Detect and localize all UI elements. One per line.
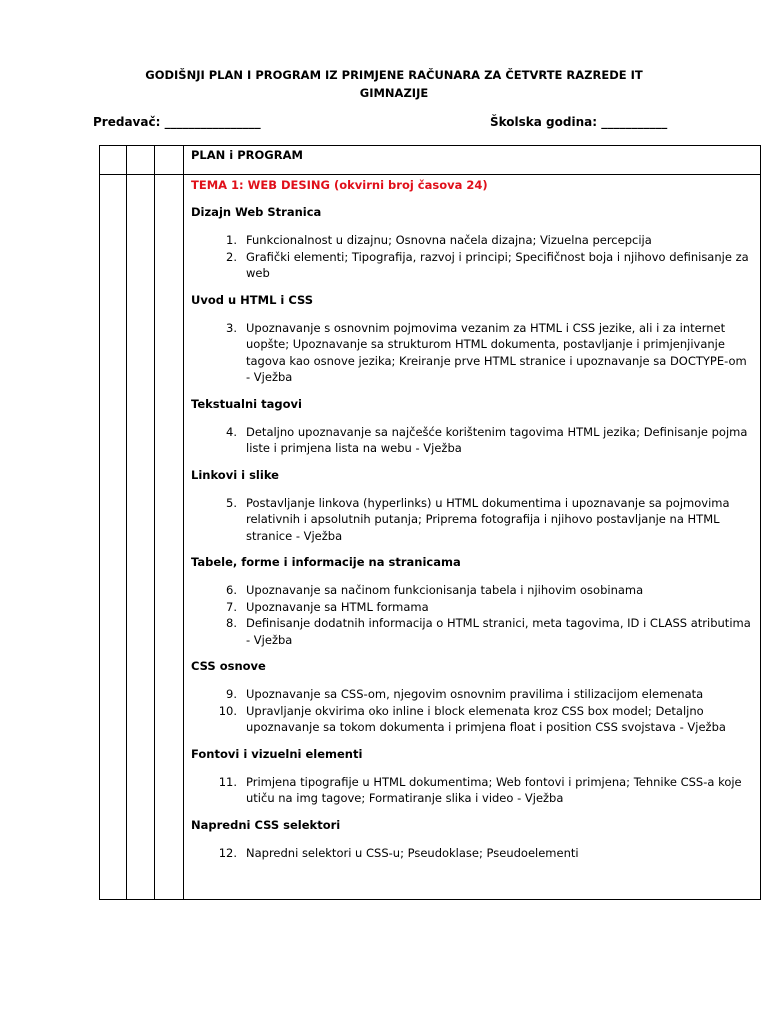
list-item — [191, 686, 752, 703]
section-title: Dizajn Web Stranica — [191, 205, 322, 219]
school-year-blank: ___________ — [601, 115, 668, 129]
item-text: Upoznavanje sa CSS-om, njegovim osnovnim pravilima i stilizacijom elemenata — [246, 687, 704, 701]
item-number: 11. — [218, 774, 237, 789]
item-text: Upoznavanje sa HTML formama — [246, 599, 429, 614]
list-item — [191, 495, 752, 545]
empty-cell — [127, 175, 155, 900]
list-item — [191, 320, 752, 386]
lecturer-blank: ________________ — [164, 115, 261, 129]
empty-cell — [155, 146, 184, 175]
item-list — [191, 495, 752, 545]
plan-content — [184, 175, 761, 900]
item-number: 9. — [226, 687, 237, 701]
list-item — [191, 599, 752, 616]
section-title: Linkovi i slike — [191, 467, 279, 482]
item-list — [191, 320, 752, 386]
school-year-field — [490, 115, 667, 129]
empty-cell — [127, 146, 155, 175]
list-item — [191, 845, 752, 862]
item-number: 3. — [226, 320, 237, 335]
lecturer-label: Predavač: — [93, 115, 161, 129]
list-item — [191, 249, 752, 282]
item-text: Upoznavanje s osnovnim pojmovima vezanim za HTML i CSS jezike, ali i za internet uopšte; Upoznavanje sa strukturom HTML dokumenta, postavljanje i primjenjivanje tagova kao osnove jezika; Kreiranje prve HTML stranice i upoznavanje sa DOCTYPE-om - Vježba — [246, 320, 747, 384]
item-number: 4. — [226, 424, 237, 439]
section-title: Tekstualni tagovi — [191, 396, 302, 411]
item-number: 7. — [226, 599, 237, 614]
item-text: Upravljanje okvirima oko inline i block elemenata kroz CSS box model; Detaljno upoznavanje sa tokom dokumenta i primjena float i position CSS svojstava - Vježba — [246, 703, 726, 734]
item-list — [191, 232, 752, 282]
lecturer-field — [93, 115, 261, 129]
item-list — [191, 582, 752, 648]
table-header: PLAN i PROGRAM — [184, 146, 761, 175]
item-number: 1. — [226, 233, 237, 247]
item-number: 5. — [226, 495, 237, 510]
empty-cell — [100, 175, 127, 900]
item-number: 6. — [226, 583, 237, 597]
list-item — [191, 703, 752, 736]
list-item — [191, 582, 752, 599]
section-title: Uvod u HTML i CSS — [191, 292, 314, 307]
list-item — [191, 232, 752, 249]
item-text: Upoznavanje sa načinom funkcionisanja tabela i njihovim osobinama — [246, 583, 644, 597]
empty-cell — [100, 146, 127, 175]
item-number: 10. — [218, 703, 237, 718]
item-text: Grafički elementi; Tipografija, razvoj i principi; Specifičnost boja i njihovo definisanje za web — [246, 249, 749, 280]
item-text: Postavljanje linkova (hyperlinks) u HTML dokumentima i upoznavanje sa pojmovima relativnih i apsolutnih putanja; Priprema fotografija i njihovo postavljanje na HTML stranice - Vježba — [246, 495, 730, 543]
table-header-row — [100, 146, 761, 175]
item-text: Primjena tipografije u HTML dokumentima; Web fontovi i primjena; Tehnike CSS-a koje utiču na img tagove; Formatiranje slika i video - Vježba — [246, 774, 742, 805]
section-title: Tabele, forme i informacije na stranicama — [191, 555, 461, 569]
item-number: 12. — [218, 845, 237, 860]
title-line-1: GODIŠNJI PLAN I PROGRAM IZ PRIMJENE RAČUNARA ZA ČETVRTE RAZREDE IT — [145, 68, 643, 82]
topic-heading: TEMA 1: WEB DESING (okvirni broj časova 24) — [191, 178, 488, 192]
item-number: 8. — [226, 616, 237, 630]
item-number: 2. — [226, 249, 237, 264]
list-item — [191, 774, 752, 807]
school-year-label: Školska godina: — [490, 115, 598, 129]
plan-table — [99, 145, 761, 900]
item-list — [191, 845, 752, 862]
item-list — [191, 774, 752, 807]
item-text: Funkcionalnost u dizajnu; Osnovna načela dizajna; Vizuelna percepcija — [246, 233, 652, 247]
empty-cell — [155, 175, 184, 900]
title-line-2: GIMNAZIJE — [359, 86, 429, 100]
item-list — [191, 686, 752, 736]
list-item — [191, 424, 752, 457]
item-list — [191, 424, 752, 457]
section-title: Napredni CSS selektori — [191, 817, 341, 832]
section-title: CSS osnove — [191, 659, 266, 673]
item-text: Napredni selektori u CSS-u; Pseudoklase; Pseudoelementi — [246, 845, 579, 860]
list-item — [191, 615, 752, 648]
table-content-row — [100, 175, 761, 900]
document-title — [100, 66, 688, 102]
item-text: Detaljno upoznavanje sa najčešće korištenim tagovima HTML jezika; Definisanje pojma liste i primjena lista na webu - Vježba — [246, 424, 748, 455]
section-title: Fontovi i vizuelni elementi — [191, 746, 363, 761]
item-text: Definisanje dodatnih informacija o HTML stranici, meta tagovima, ID i CLASS atributima - Vježba — [246, 616, 751, 647]
